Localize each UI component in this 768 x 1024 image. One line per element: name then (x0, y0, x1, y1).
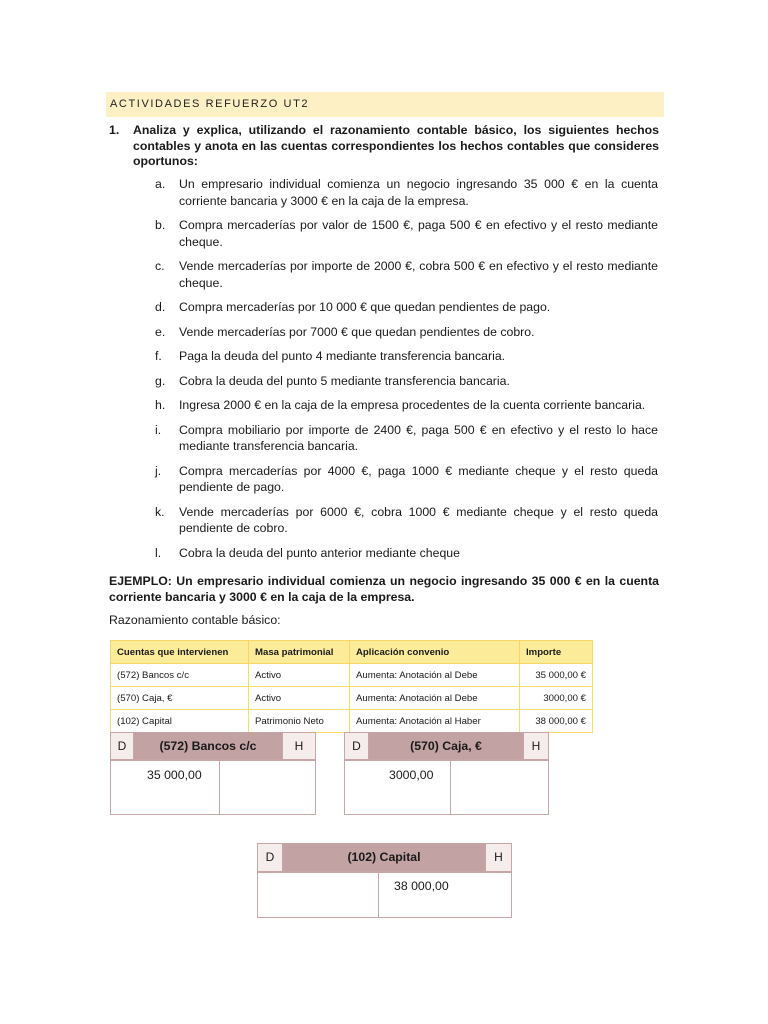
item-text: Compra mercaderías por 4000 €, paga 1000 € mediante cheque y el resto queda pendiente de pago. (179, 463, 658, 494)
t-account-bancos (110, 732, 316, 816)
list-item (152, 545, 658, 562)
item-text: Paga la deuda del punto 4 mediante transferencia bancaria. (179, 349, 506, 363)
item-letter: l. (155, 545, 162, 560)
list-item (152, 176, 658, 209)
table-cell: Activo (249, 687, 350, 710)
item-text: Un empresario individual comienza un negocio ingresando 35 000 € en la cuenta corriente bancaria y 3000 € en la caja de la empresa. (179, 177, 658, 208)
item-letter: i. (155, 422, 162, 437)
question-number: 1. (109, 123, 120, 137)
list-item (152, 299, 658, 316)
list-item (152, 348, 658, 365)
table-cell: 35 000,00 € (520, 664, 593, 687)
item-text: Compra mercaderías por valor de 1500 €, paga 500 € en efectivo y el resto mediante cheque. (179, 218, 658, 249)
credit-label: H (485, 843, 512, 872)
debit-value: 3000,00 (389, 768, 434, 782)
item-letter: d. (155, 300, 166, 314)
table-header-row (111, 641, 593, 664)
table-cell: (102) Capital (111, 710, 249, 733)
credit-label: H (523, 732, 549, 760)
item-letter: c. (155, 259, 165, 273)
column-header: Cuentas que intervienen (111, 641, 249, 664)
question-1 (109, 123, 659, 170)
list-item (152, 217, 658, 250)
list-item (152, 373, 658, 390)
account-name: (572) Bancos c/c (133, 732, 283, 760)
item-text: Vende mercaderías por 6000 €, cobra 1000 € mediante cheque y el resto queda pendiente de cobro. (179, 504, 658, 535)
item-text: Ingresa 2000 € en la caja de la empresa procedentes de la cuenta corriente bancaria. (179, 398, 646, 412)
credit-side (450, 760, 549, 815)
table-cell: Patrimonio Neto (249, 710, 350, 733)
item-letter: b. (155, 218, 166, 232)
account-name: (102) Capital (282, 843, 486, 872)
item-text: Compra mobiliario por importe de 2400 €, paga 500 € en efectivo y el resto lo hace mediante transferencia bancaria. (179, 422, 658, 453)
question-text: Analiza y explica, utilizando el razonamiento contable básico, los siguientes hechos contables y anota en las cuentas correspondientes los hechos contables que consideres oportunos: (133, 123, 659, 168)
item-letter: h. (155, 398, 166, 412)
item-letter: e. (155, 324, 166, 339)
account-name: (570) Caja, € (368, 732, 524, 760)
activity-list (152, 176, 658, 561)
table-row (111, 664, 593, 687)
table-cell: Activo (249, 664, 350, 687)
column-header: Importe (520, 641, 593, 664)
item-text: Cobra la deuda del punto anterior mediante cheque (179, 545, 460, 560)
item-letter: g. (155, 373, 166, 388)
item-text: Cobra la deuda del punto 5 mediante transferencia bancaria. (179, 373, 510, 388)
section-header: ACTIVIDADES REFUERZO UT2 (106, 92, 664, 117)
list-item (152, 422, 658, 455)
table-cell: Aumenta: Anotación al Debe (350, 664, 520, 687)
credit-side (219, 760, 316, 815)
example-heading: EJEMPLO: Un empresario individual comienza un negocio ingresando 35 000 € en la cuenta corriente bancaria y 3000 € en la caja de la empresa. (109, 574, 659, 604)
debit-label: D (344, 732, 369, 760)
item-text: Vende mercaderías por 7000 € que quedan pendientes de cobro. (179, 324, 535, 339)
table-cell: Aumenta: Anotación al Haber (350, 710, 520, 733)
t-account-caja (344, 732, 549, 816)
list-item (152, 324, 658, 341)
item-letter: j. (155, 463, 162, 478)
debit-label: D (257, 843, 283, 872)
example-subtitle: Razonamiento contable básico: (109, 613, 281, 627)
credit-value: 38 000,00 (394, 879, 449, 893)
table-cell: 3000,00 € (520, 687, 593, 710)
debit-side (257, 872, 379, 918)
item-letter: a. (155, 177, 166, 191)
table-cell: Aumenta: Anotación al Debe (350, 687, 520, 710)
debit-value: 35 000,00 (147, 768, 202, 782)
column-header: Masa patrimonial (249, 641, 350, 664)
item-letter: k. (155, 504, 165, 519)
item-text: Vende mercaderías por importe de 2000 €, cobra 500 € en efectivo y el resto mediante cheque. (179, 259, 658, 290)
list-item (152, 504, 658, 537)
table-row (111, 687, 593, 710)
credit-label: H (282, 732, 316, 760)
list-item (152, 258, 658, 291)
item-letter: f. (155, 349, 162, 363)
table-row (111, 710, 593, 733)
list-item (152, 397, 658, 414)
t-account-capital (257, 843, 512, 918)
column-header: Aplicación convenio (350, 641, 520, 664)
item-text: Compra mercaderías por 10 000 € que quedan pendientes de pago. (179, 300, 551, 314)
list-item (152, 463, 658, 496)
accounts-table (110, 640, 593, 733)
table-cell: (570) Caja, € (111, 687, 249, 710)
table-cell: (572) Bancos c/c (111, 664, 249, 687)
table-cell: 38 000,00 € (520, 710, 593, 733)
debit-label: D (110, 732, 134, 760)
